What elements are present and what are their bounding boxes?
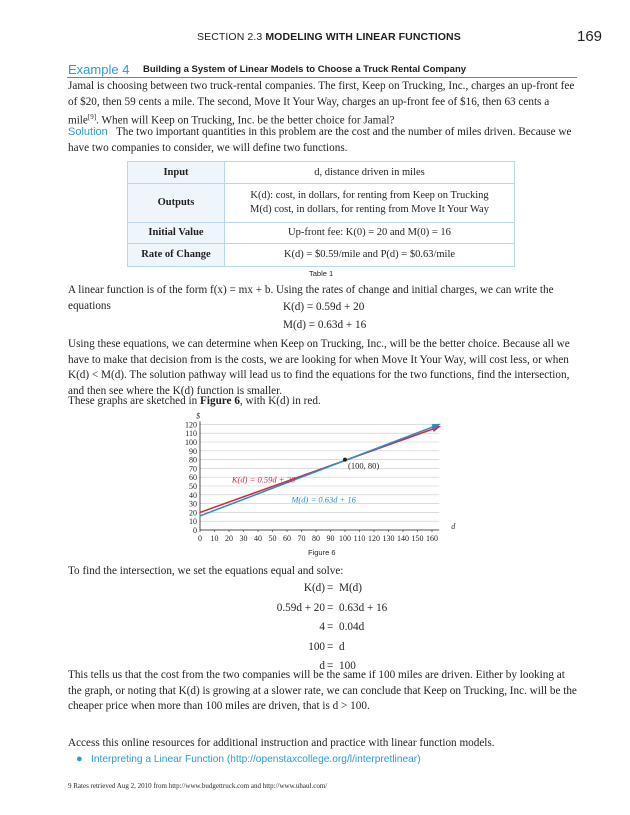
x-tick-label: 0 [198,534,202,543]
running-header [197,31,461,43]
solution-text: The two important quantities in this problem are the cost and the number of miles driven. Because we have two companies to consider, we will define two functions. [68,126,572,154]
table-row [128,223,515,244]
chart-labels [196,411,456,531]
resource-link[interactable]: Interpreting a Linear Function (http://openstaxcollege.org/l/interpretlinear) [91,754,421,765]
x-tick-label: 70 [297,534,306,543]
section-number: SECTION 2.3 [197,31,263,43]
table-cell: Up-front fee: K(0) = 20 and M(0) = 16 [225,223,515,244]
problem-text-1: Jamal is choosing between two truck-rental companies. The first, Keep on Trucking, Inc., charges an up-front fee of $20, then 59 cents a mile. The second, Move It Your Way, charges an up-front fee of $16, then 63 cents a mile [68,80,575,127]
table-cell: d, distance driven in miles [225,162,515,184]
footnote: 9 Rates retrieved Aug 2, 2010 from http://www.budgettruck.com and http://www.uhaul.com/ [68,782,328,790]
graph-intro-text: These graphs are sketched in [68,395,201,407]
figure-caption: Figure 6 [308,548,336,557]
y-tick-label: 30 [189,499,197,509]
step-rhs: 0.63d + 16 [339,601,388,614]
step-equals: = [327,601,334,614]
table-cell-line: K(d): cost, in dollars, for renting from Keep on Trucking [250,190,489,201]
y-tick-label: 120 [185,420,197,430]
x-tick-label: 10 [210,534,219,543]
x-tick-label: 30 [239,534,248,543]
x-tick-label: 20 [225,534,233,543]
table-header-cell: Rate of Change [128,244,225,267]
table-header-cell: Initial Value [128,223,225,244]
graph-intro-text: , with K(d) in red. [239,395,321,407]
y-tick-label: 60 [189,473,197,483]
y-tick-label: 0 [193,526,197,535]
step-equals: = [327,621,334,633]
table-header-cell: Input [128,162,225,184]
table-cell-line: M(d) cost, in dollars, for renting from Move It Your Way [250,204,489,215]
bullet-icon: ● [76,753,83,765]
figure-reference[interactable]: Figure 6 [200,395,240,407]
definitions-table [127,161,515,267]
x-tick-label: 40 [254,534,262,543]
intersection-point [343,458,347,462]
reasoning-paragraph: Using these equations, we can determine when Keep on Trucking, Inc., will be the better choice. Because all we have to make that decision from is the costs, we are looking for when Move It Your Way, will cost less, or when K(d) < M(d). The solution pathway will lead us to find the equations for the two functions, find the intersection, and then see where the K(d) function is smaller. [68,338,570,397]
y-tick-label: 40 [189,490,197,500]
table-cell: K(d) = $0.59/mile and P(d) = $0.63/mile [225,244,515,267]
x-tick-label: 140 [397,534,409,543]
example-title: Building a System of Linear Models to Choose a Truck Rental Company [143,64,467,75]
linear-paragraph: A linear function is of the form f(x) = mx + b. Using the rates of change and initial charges, we can write the equations [68,284,554,312]
y-axis-label: $ [196,411,200,421]
x-tick-label: 160 [426,534,438,543]
step-rhs: M(d) [339,582,362,594]
table-row [128,184,515,223]
y-tick-label: 20 [189,508,197,518]
y-tick-label: 80 [189,455,197,465]
step-equals: = [327,582,334,594]
page-number: 169 [577,28,603,45]
example-label: Example 4 [68,62,130,77]
table-caption: Table 1 [309,269,334,278]
y-tick-label: 10 [189,517,197,527]
x-tick-label: 120 [368,534,380,543]
footnote-ref[interactable]: [9] [87,113,97,122]
table-cell [225,184,515,223]
step-lhs: 0.59d + 20 [276,601,325,614]
step-equals: = [327,640,334,653]
table-header-cell: Outputs [128,184,225,223]
section-title: MODELING WITH LINEAR FUNCTIONS [265,31,461,43]
y-tick-label: 100 [185,438,197,447]
step-rhs: 100 [339,660,356,672]
solution-paragraph [68,125,580,156]
x-tick-label: 90 [326,534,335,543]
step-lhs: d [319,660,325,672]
solution-label: Solution [68,126,108,138]
step-lhs: 100 [308,640,325,653]
x-axis-label: d [451,522,456,531]
x-tick-label: 60 [283,534,291,543]
intersection-label: (100, 80) [348,460,380,471]
equation-k: K(d) = 0.59d + 20 [283,301,365,313]
figure-6-chart [170,405,470,547]
solve-intro: To find the intersection, we set the equations equal and solve: [68,565,344,577]
y-tick-label: 50 [189,482,197,491]
x-tick-label: 130 [382,534,395,543]
x-tick-label: 50 [268,534,277,543]
m-series-label: M(d) = 0.63d + 16 [291,494,356,505]
table-row [128,244,515,267]
example-divider [67,77,577,78]
step-equals: = [327,660,334,672]
equation-m: M(d) = 0.63d + 16 [283,319,367,331]
x-tick-label: 100 [339,534,351,543]
y-tick-label: 70 [189,464,197,474]
problem-text-2: . When will Keep on Trucking, Inc. be the better choice for Jamal? [96,114,395,127]
step-lhs: K(d) [303,582,325,594]
step-lhs: 4 [319,621,325,633]
step-rhs: d [339,640,345,653]
resources-intro: Access this online resources for additional instruction and practice with linear function models. [68,737,495,749]
conclusion-paragraph: This tells us that the cost from the two companies will be the same if 100 miles are driven. Either by looking at the graph, or noting that K(d) is growing at a slower rate, we can conclude that Keep on Trucking, Inc. will be the cheaper price when more than 100 miles are driven, that is d > 100. [68,669,577,713]
problem-paragraph [68,79,580,130]
y-tick-label: 90 [189,446,197,456]
x-tick-label: 150 [411,534,424,543]
x-tick-label: 80 [312,534,320,543]
y-tick-label: 110 [185,429,197,439]
x-tick-label: 110 [353,534,366,543]
step-rhs: 0.04d [339,621,365,633]
table-row [128,162,515,184]
k-series-label: K(d) = 0.59d + 20 [231,474,296,485]
